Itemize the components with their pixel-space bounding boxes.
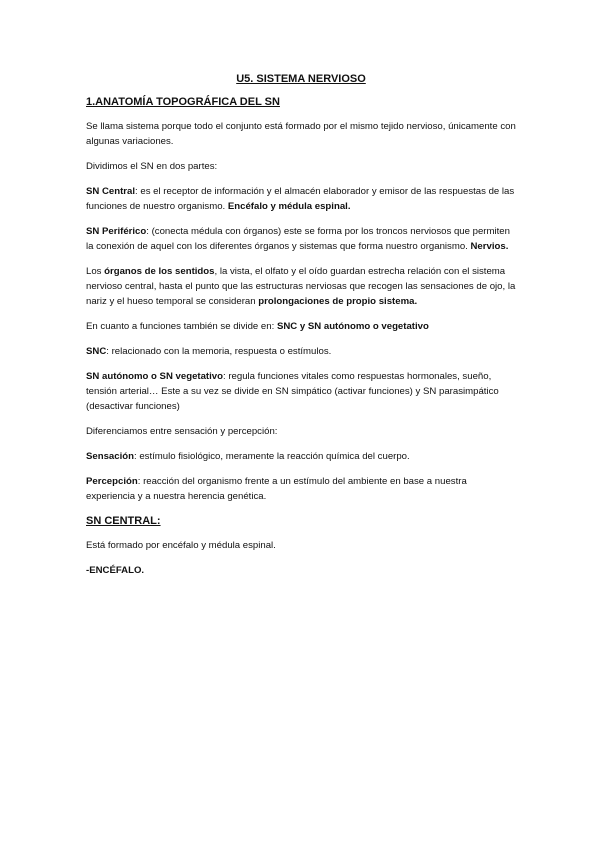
paragraph-funciones — [86, 319, 516, 334]
term-organos-sentidos: órganos de los sentidos — [104, 266, 215, 277]
paragraph-percepcion — [86, 474, 516, 504]
document-title: U5. SISTEMA NERVIOSO — [236, 73, 366, 85]
paragraph-sn-central — [86, 184, 516, 214]
paragraph-sensacion — [86, 449, 516, 464]
section-heading-anatomia: 1.ANATOMÍA TOPOGRÁFICA DEL SN — [86, 96, 280, 108]
term-sn-autonomo: SN autónomo o SN vegetativo — [86, 371, 223, 382]
definition-sn-central: : es el receptor de información y el almacén elaborador y emisor de las respuestas de las funciones de nuestro organismo. — [86, 186, 515, 212]
definition-sn-periferico: : (conecta médula con órganos) este se forma por los troncos nerviosos que permiten la conexión de aquel con los diferentes órganos y sistemas que forma nuestro organismo. — [86, 226, 510, 252]
definition-sensacion: : estímulo fisiológico, meramente la reacción química del cuerpo. — [134, 451, 410, 462]
paragraph-sn-periferico — [86, 224, 516, 254]
paragraph-intro: Se llama sistema porque todo el conjunto está formado por el mismo tejido nervioso, únicamente con algunas variaciones. — [86, 121, 516, 147]
paragraph-snc — [86, 344, 516, 359]
term-percepcion: Percepción — [86, 476, 138, 487]
term-sn-periferico: SN Periférico — [86, 226, 147, 237]
text-funciones: En cuanto a funciones también se divide en: — [86, 321, 277, 332]
paragraph-sn-autonomo — [86, 369, 516, 414]
definition-percepcion: : reacción del organismo frente a un estímulo del ambiente en base a nuestra experiencia y a nuestra herencia genética. — [86, 476, 467, 502]
term-sn-central: SN Central — [86, 186, 136, 197]
document-body — [86, 72, 516, 588]
definition-organos-sentidos: , la vista, el olfato y el oído guardan estrecha relación con el sistema nervioso central, hasta el punto que las estructuras nerviosas que recogen las sensaciones de ojo, la nariz y el hueso temporal se consideran — [86, 266, 516, 307]
emphasis-sn-central: Encéfalo y médula espinal. — [227, 201, 351, 212]
subheading-encefalo: -ENCÉFALO. — [86, 565, 145, 576]
emphasis-organos-sentidos: prolongaciones de propio sistema. — [258, 296, 418, 307]
paragraph-sn-central-formacion: Está formado por encéfalo y médula espinal. — [86, 540, 276, 551]
term-sensacion: Sensación — [86, 451, 134, 462]
paragraph-organos-sentidos — [86, 264, 516, 309]
prefix-organos: Los — [86, 266, 105, 277]
definition-sn-autonomo: : regula funciones vitales como respuestas hormonales, sueño, tensión arterial… Este a su vez se divide en SN simpático (activar funciones) y SN parasimpático (desactivar funciones) — [86, 371, 499, 412]
term-snc: SNC — [86, 346, 107, 357]
emphasis-funciones: SNC y SN autónomo o vegetativo — [276, 321, 429, 332]
emphasis-sn-periferico: Nervios. — [470, 241, 509, 252]
paragraph-sensacion-percepcion: Diferenciamos entre sensación y percepción: — [86, 426, 278, 437]
paragraph-division: Dividimos el SN en dos partes: — [86, 161, 218, 172]
section-heading-sn-central: SN CENTRAL: — [86, 515, 161, 527]
definition-snc: : relacionado con la memoria, respuesta o estímulos. — [106, 346, 332, 357]
